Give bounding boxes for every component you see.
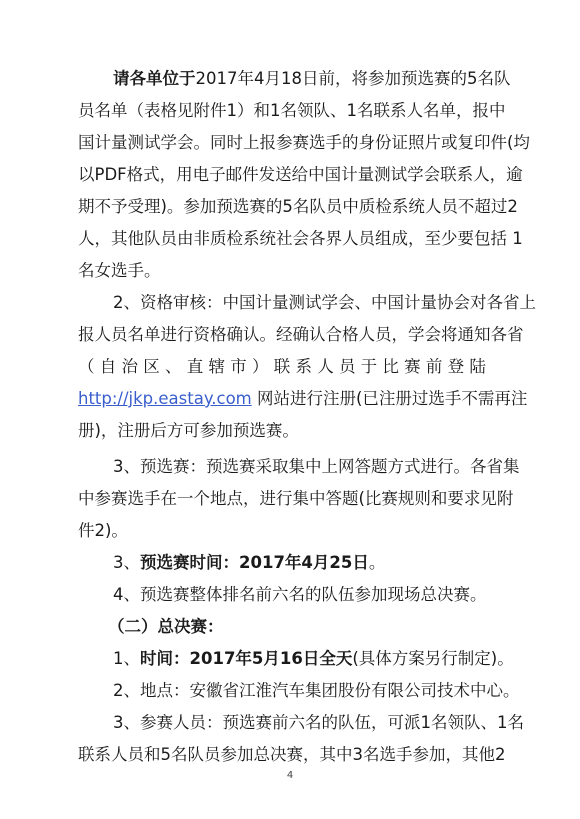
para2-line3: （ 自 治 区 、 直 辖 市 ） 联 系 人 员 于 比 赛 前 登 陆 — [78, 357, 486, 376]
para3-line1: 3、预选赛：预选赛采取集中上网答题方式进行。各省集 — [113, 457, 520, 476]
prelim-time: 预选赛时间：2017年4月25日 — [140, 553, 369, 572]
para1-line5: 期不予受理)。参加预选赛的5名队员中质检系统人员不超过2 — [78, 197, 518, 216]
para4-line — [113, 552, 385, 574]
para2-line1: 2、资格审核：中国计量测试学会、中国计量协会对各省上 — [113, 293, 536, 312]
para1-line1 — [113, 68, 511, 90]
para4-suffix: 。 — [368, 553, 386, 572]
para8-line1: 3、参赛人员：预选赛前六名的队伍，可派1名领队、1名 — [113, 713, 524, 732]
para6-suffix: (具体方案另行制定)。 — [352, 649, 514, 668]
section-heading-final: （二）总决赛： — [108, 617, 224, 636]
para8-line2: 联系人员和5名队员参加总决赛，其中3名选手参加，其他2 — [78, 745, 506, 764]
final-time: 时间：2017年5月16日全天 — [140, 649, 353, 668]
para2-line5: 册)，注册后方可参加预选赛。 — [78, 421, 299, 440]
para1-line1-rest: 前，将参加预选赛的5名队 — [318, 69, 511, 88]
para1-line2: 员名单（表格见附件1）和1名领队、1名联系人名单，报中 — [78, 101, 506, 120]
para1-line4: 以PDF格式，用电子邮件发送给中国计量测试学会联系人，逾 — [78, 165, 523, 184]
para6-prefix: 1、 — [113, 649, 140, 668]
para2-line2: 报人员名单进行资格确认。经确认合格人员，学会将通知各省 — [78, 325, 524, 344]
para1-line7: 名女选手。 — [78, 261, 161, 280]
para2-line4 — [78, 388, 527, 410]
para3-line3: 件2)。 — [78, 521, 128, 540]
para6-line — [113, 648, 514, 670]
para2-line4-rest: 网站进行注册(已注册过选手不需再注 — [251, 389, 528, 408]
para3-line2: 中参赛选手在一个地点，进行集中答题(比赛规则和要求见附 — [78, 489, 514, 508]
para4-prefix: 3、 — [113, 553, 140, 572]
para7-line: 2、地点：安徽省江淮汽车集团股份有限公司技术中心。 — [113, 681, 520, 700]
para5-line: 4、预选赛整体排名前六名的队伍参加现场总决赛。 — [113, 585, 487, 604]
para1-date: 2017年4月18日 — [195, 69, 319, 88]
para1-line6: 人，其他队员由非质检系统社会各界人员组成，至少要包括 1 — [78, 229, 523, 248]
registration-link[interactable]: http://jkp.eastay.com — [78, 389, 252, 408]
para1-line3: 国计量测试学会。同时上报参赛选手的身份证照片或复印件(均 — [78, 133, 530, 152]
page-number: 4 — [286, 770, 294, 781]
para1-bold-lead: 请各单位于 — [113, 69, 196, 88]
